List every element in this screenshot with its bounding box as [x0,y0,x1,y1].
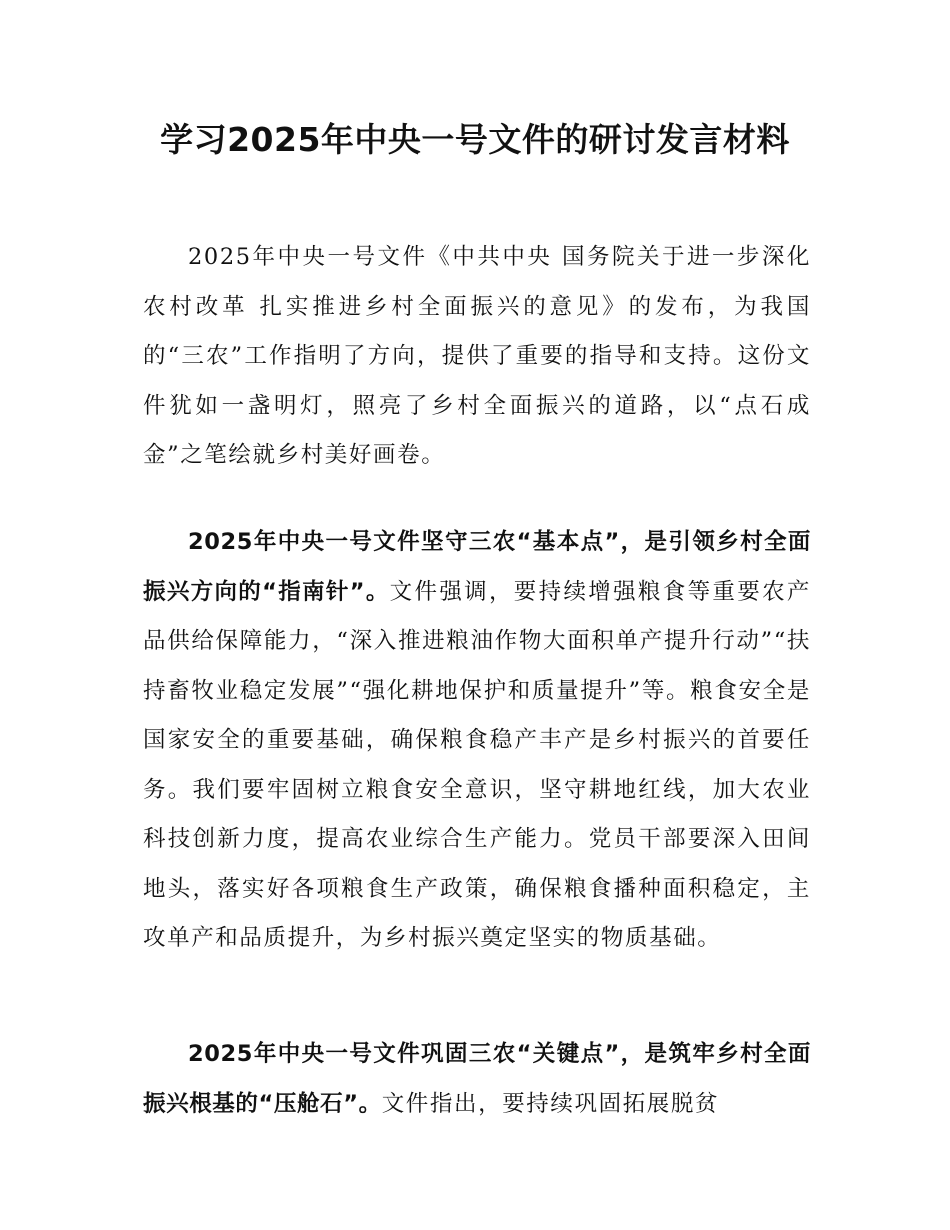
paragraph-key-point-heading: 2025年中央一号文件巩固三农“关键点”，是筑牢乡村全面振兴根基的“压舱石”。 [143,1041,811,1117]
paragraph-key-point [143,1030,811,1129]
paragraph-intro-text: 2025年中央一号文件《中共中央 国务院关于进一步深化农村改革 扎实推进乡村全面振兴的意见》的发布，为我国的“三农”工作指明了方向，提供了重要的指导和支持。这份文件犹如一盏明灯，照亮了乡村全面振兴的道路，以“点石成金”之笔绘就乡村美好画卷。 [143,244,811,468]
paragraph-basic-point-heading: 2025年中央一号文件坚守三农“基本点”，是引领乡村全面振兴方向的“指南针”。 [143,529,811,605]
paragraph-basic-point [143,518,811,964]
paragraph-intro [143,233,811,481]
document-title: 学习2025年中央一号文件的研讨发言材料 [160,120,790,159]
paragraph-key-point-text: 文件指出，要持续巩固拓展脱贫 [381,1090,720,1117]
paragraph-basic-point-text: 文件强调，要持续增强粮食等重要农产品供给保障能力，“深入推进粮油作物大面积单产提升行动”“扶持畜牧业稳定发展”“强化耕地保护和质量提升”等。粮食安全是国家安全的重要基础，确保粮食稳产丰产是乡村振兴的首要任务。我们要牢固树立粮食安全意识，坚守耕地红线，加大农业科技创新力度，提高农业综合生产能力。党员干部要深入田间地头，落实好各项粮食生产政策，确保粮食播种面积稳定，主攻单产和品质提升，为乡村振兴奠定坚实的物质基础。 [143,578,811,951]
